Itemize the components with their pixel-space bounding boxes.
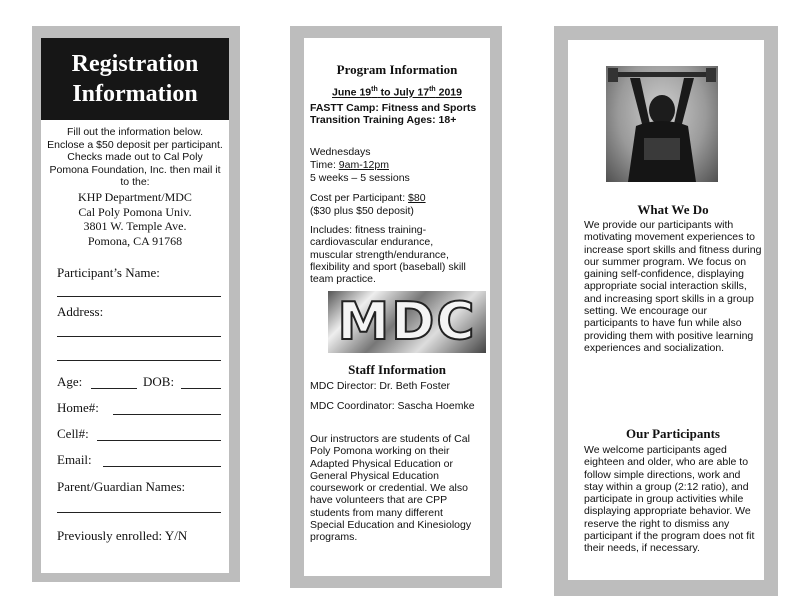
program-panel [290, 26, 502, 588]
program-day: Wednesdays [310, 146, 371, 158]
dates-june: June 19 [332, 86, 372, 99]
age-line[interactable] [91, 388, 137, 389]
time-value: 9am-12pm [338, 159, 389, 171]
registration-title-line1: Registration [71, 51, 199, 77]
registration-panel [32, 26, 240, 582]
registration-intro: Fill out the information below. Enclose a $50 deposit per participant. Checks made out to Cal Poly Pomona Foundation, Inc. then mail it to the: [47, 126, 223, 188]
registration-panel-inner [41, 38, 229, 573]
cell-phone-line[interactable] [97, 440, 221, 441]
participant-name-label: Participant’s Name: [57, 265, 160, 280]
parent-guardian-label: Parent/Guardian Names: [57, 479, 186, 494]
program-cost [310, 192, 478, 204]
registration-title-line2: Information [72, 81, 198, 107]
mdc-logo [328, 291, 486, 353]
address-line: KHP Department/MDC [78, 190, 192, 204]
address-label: Address: [57, 304, 104, 319]
program-time [310, 159, 478, 171]
dates-sup2: th [429, 86, 436, 93]
mdc-director: MDC Director: Dr. Beth Foster [310, 380, 451, 392]
participant-photo [606, 66, 718, 182]
registration-header [41, 38, 229, 120]
dates-year: 2019 [435, 86, 462, 99]
camp-name: FASTT Camp: Fitness and Sports Transition Training Ages: 18+ [310, 102, 477, 127]
time-label: Time: [310, 159, 339, 171]
address-line: 3801 W. Temple Ave. [83, 219, 187, 233]
what-we-do-text: We provide our participants with motivating movement experiences to increase sport skills and fitness during our summer program. We focus on gaining self-confidence, displaying appropriate social interaction skills, and increasing sport skills in a group setting. We encourage our participants to have fun while also providing them with positive learning experiences and socialization. [584, 219, 762, 354]
home-phone-label: Home#: [57, 400, 99, 415]
dob-line[interactable] [181, 388, 221, 389]
address-line-1[interactable] [57, 336, 221, 337]
our-participants-title: Our Participants [625, 426, 720, 441]
our-participants-text: We welcome participants aged eighteen and older, who are able to follow simple directions, work and stay within a group (2:12 ratio), and participate in group activities while displaying appropriate behavior. We reserve the right to dismiss any participant if the program does not fit their needs, if necessary. [584, 444, 755, 555]
program-duration: 5 weeks – 5 sessions [310, 172, 410, 184]
address-line: Pomona, CA 91768 [87, 233, 183, 248]
dates-mid: to July 17 [377, 86, 430, 99]
instructors-description: Our instructors are students of Cal Poly Pomona working on their Adapted Physical Education or General Physical Education coursework or credential. We also have volunteers that are CPP students from many different Special Education and Kinesiology programs. [310, 433, 472, 544]
person-lifting-icon [606, 66, 718, 182]
cost-detail: ($30 plus $50 deposit) [310, 205, 414, 217]
program-dates [304, 84, 490, 99]
participant-name-line[interactable] [57, 296, 221, 297]
program-includes: Includes: fitness training-cardiovascular endurance, muscular strength/endurance, flexibility and sport (baseball) skill team practice. [310, 224, 466, 286]
mdc-coordinator: MDC Coordinator: Sascha Hoemke [310, 400, 475, 412]
cell-phone-label: Cell#: [57, 426, 89, 441]
staff-information-title: Staff Information [348, 362, 446, 377]
mdc-logo-text: MDC [337, 292, 477, 352]
dates-sup1: th [371, 86, 378, 93]
cost-label: Cost per Participant: [310, 192, 409, 204]
address-line-2[interactable] [57, 360, 221, 361]
email-label: Email: [57, 452, 92, 467]
cost-value: $80 [408, 192, 426, 204]
address-line: Cal Poly Pomona Univ. [78, 204, 192, 219]
what-we-do-title: What We Do [637, 202, 709, 217]
home-phone-line[interactable] [113, 414, 221, 415]
dob-label: DOB: [143, 374, 175, 389]
program-information-title: Program Information [336, 62, 458, 77]
previously-enrolled-label: Previously enrolled: Y/N [57, 528, 188, 543]
email-line[interactable] [103, 466, 221, 467]
age-label: Age: [57, 374, 83, 389]
parent-guardian-line[interactable] [57, 512, 221, 513]
about-panel [554, 26, 778, 596]
mailing-address [47, 190, 223, 248]
